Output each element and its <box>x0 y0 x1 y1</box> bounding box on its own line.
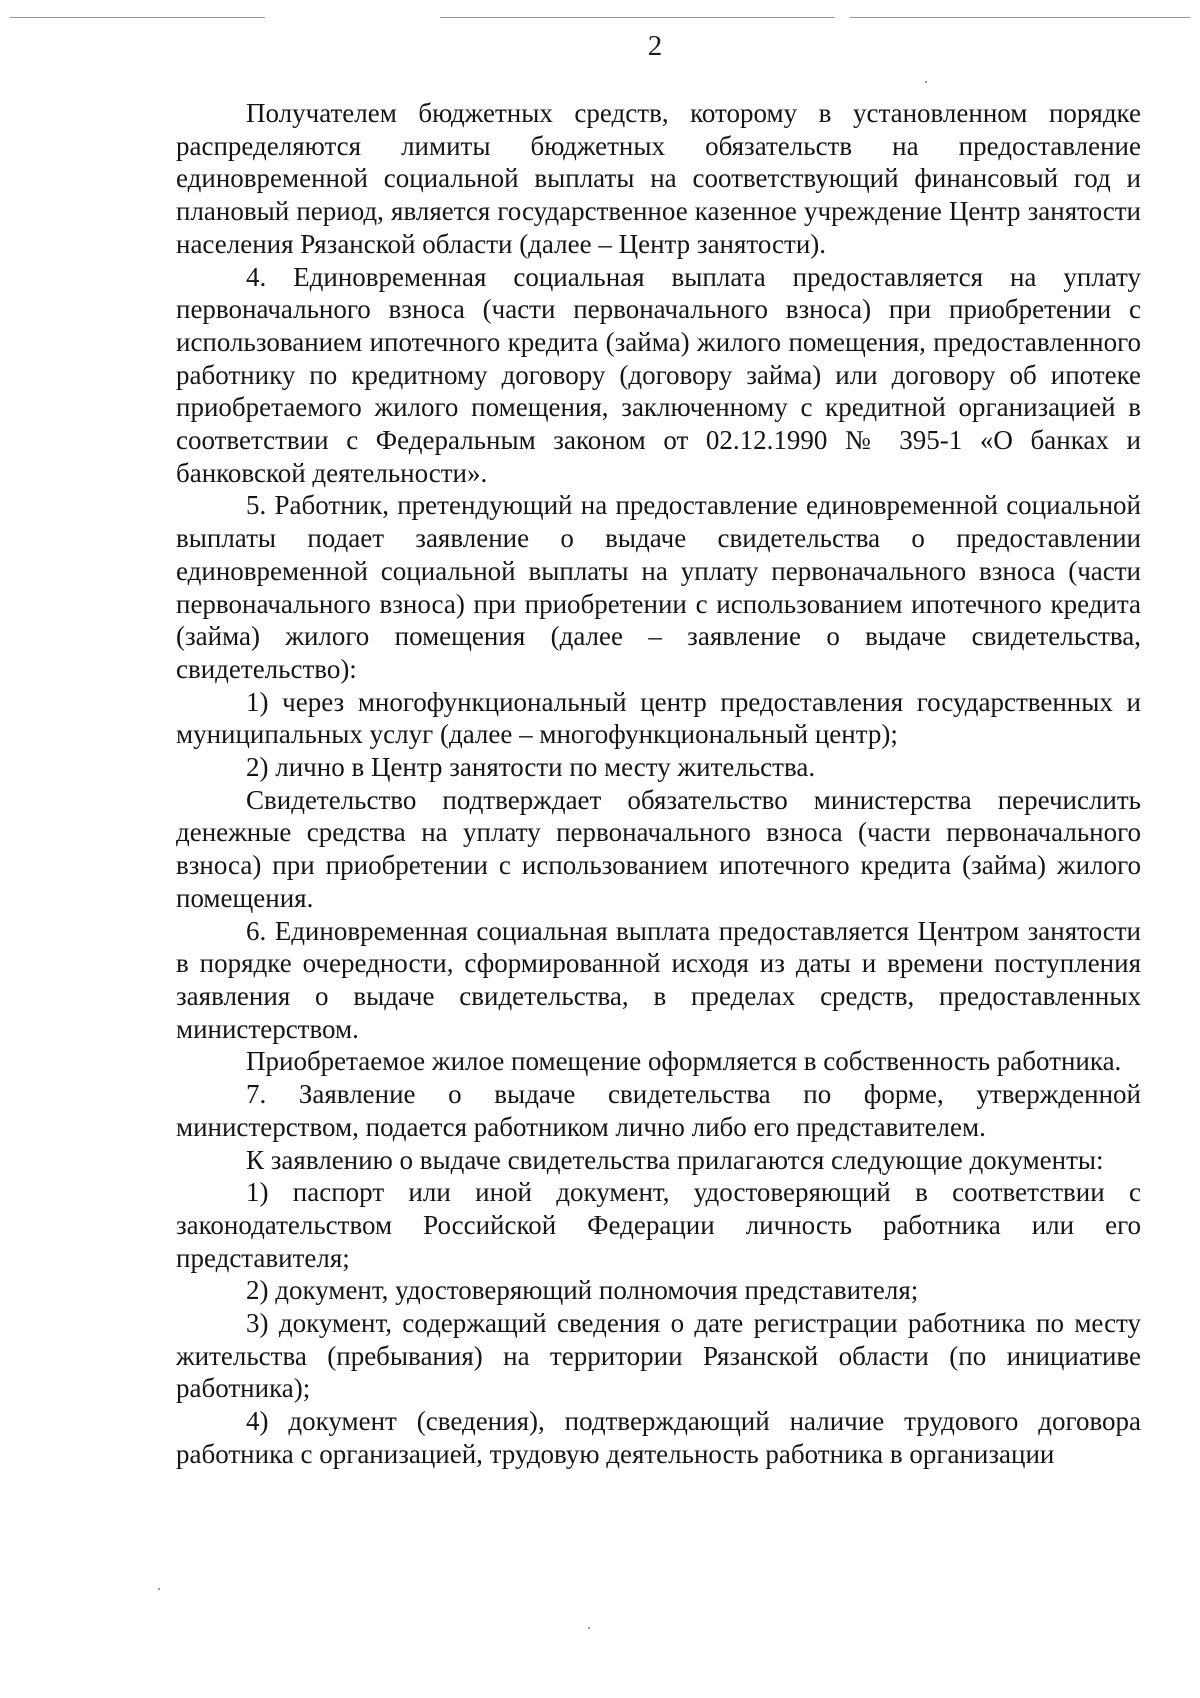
paragraph-item-5-sub-2: 2) лично в Центр занятости по месту жительства. <box>246 752 816 783</box>
scan-artifact-line <box>440 17 835 18</box>
paragraph-attachment-2: 2) документ, удостоверяющий полномочия представителя; <box>246 1275 919 1306</box>
paragraph-attachment-1: 1) паспорт или иной документ, удостоверяющий в соответствии с законодательством Российской Федерации личность работника или его представителя; <box>176 1177 1141 1273</box>
paragraph-item-6: 6. Единовременная социальная выплата предоставляется Центром занятости в порядке очередности, сформированной исходя из даты и времени поступления заявления о выдаче свидетельства, в пределах средств, предоставленных министерством. <box>176 915 1141 1044</box>
paragraph-attachment-3: 3) документ, содержащий сведения о дате регистрации работника по месту жительства (пребывания) на территории Рязанской области (по инициативе работника); <box>176 1308 1141 1404</box>
paragraph-certificate: Свидетельство подтверждает обязательство министерства перечислить денежные средства на уплату первоначального взноса (части первоначального взноса) при приобретении с использованием ипотечного кредита (займа) жилого помещения. <box>176 784 1141 913</box>
scan-artifact-line <box>10 17 265 18</box>
paragraph-attachments-intro: К заявлению о выдаче свидетельства прилагаются следующие документы: <box>246 1144 1104 1175</box>
paragraph-budget-recipient: Получателем бюджетных средств, которому в установленном порядке распределяются лимиты бюджетных обязательств на предоставление единовременной социальной выплаты на соответствующий финансовый год и плановый период, является государственное казенное учреждение Центр занятости населения Рязанской области (далее – Центр занятости). <box>176 98 1141 259</box>
scan-speck <box>925 81 927 83</box>
paragraph-item-7: 7. Заявление о выдаче свидетельства по форме, утвержденной министерством, подается работником лично либо его представителем. <box>176 1079 1141 1142</box>
paragraph-ownership: Приобретаемое жилое помещение оформляется в собственность работника. <box>246 1046 1122 1077</box>
paragraph-item-5: 5. Работник, претендующий на предоставление единовременной социальной выплаты подает заявление о выдаче свидетельства о предоставлении единовременной социальной выплаты на уплату первоначального взноса (части первоначального взноса) при приобретении с использованием ипотечного кредита (займа) жилого помещения (далее – заявление о выдаче свидетельства, свидетельство): <box>176 490 1141 684</box>
paragraph-attachment-4: 4) документ (сведения), подтверждающий наличие трудового договора работника с организацией, трудовую деятельность работника в организации <box>176 1406 1141 1469</box>
scan-speck <box>588 1627 590 1629</box>
scan-artifact-line <box>850 17 1190 18</box>
scan-speck <box>158 1588 160 1590</box>
document-body <box>176 97 1141 1471</box>
page-number: 2 <box>647 30 663 62</box>
paragraph-item-5-sub-1: 1) через многофункциональный центр предоставления государственных и муниципальных услуг (далее – многофункциональный центр); <box>176 686 1141 750</box>
paragraph-item-4: 4. Единовременная социальная выплата предоставляется на уплату первоначального взноса (части первоначального взноса) при приобретении с использованием ипотечного кредита (займа) жилого помещения, предоставленного работнику по кредитному договору (договору займа) или договору об ипотеке приобретаемого жилого помещения, заключенному с кредитной организацией в соответствии с Федеральным законом от 02.12.1990 № 395-1 «О банках и банковской деятельности». <box>176 261 1141 488</box>
